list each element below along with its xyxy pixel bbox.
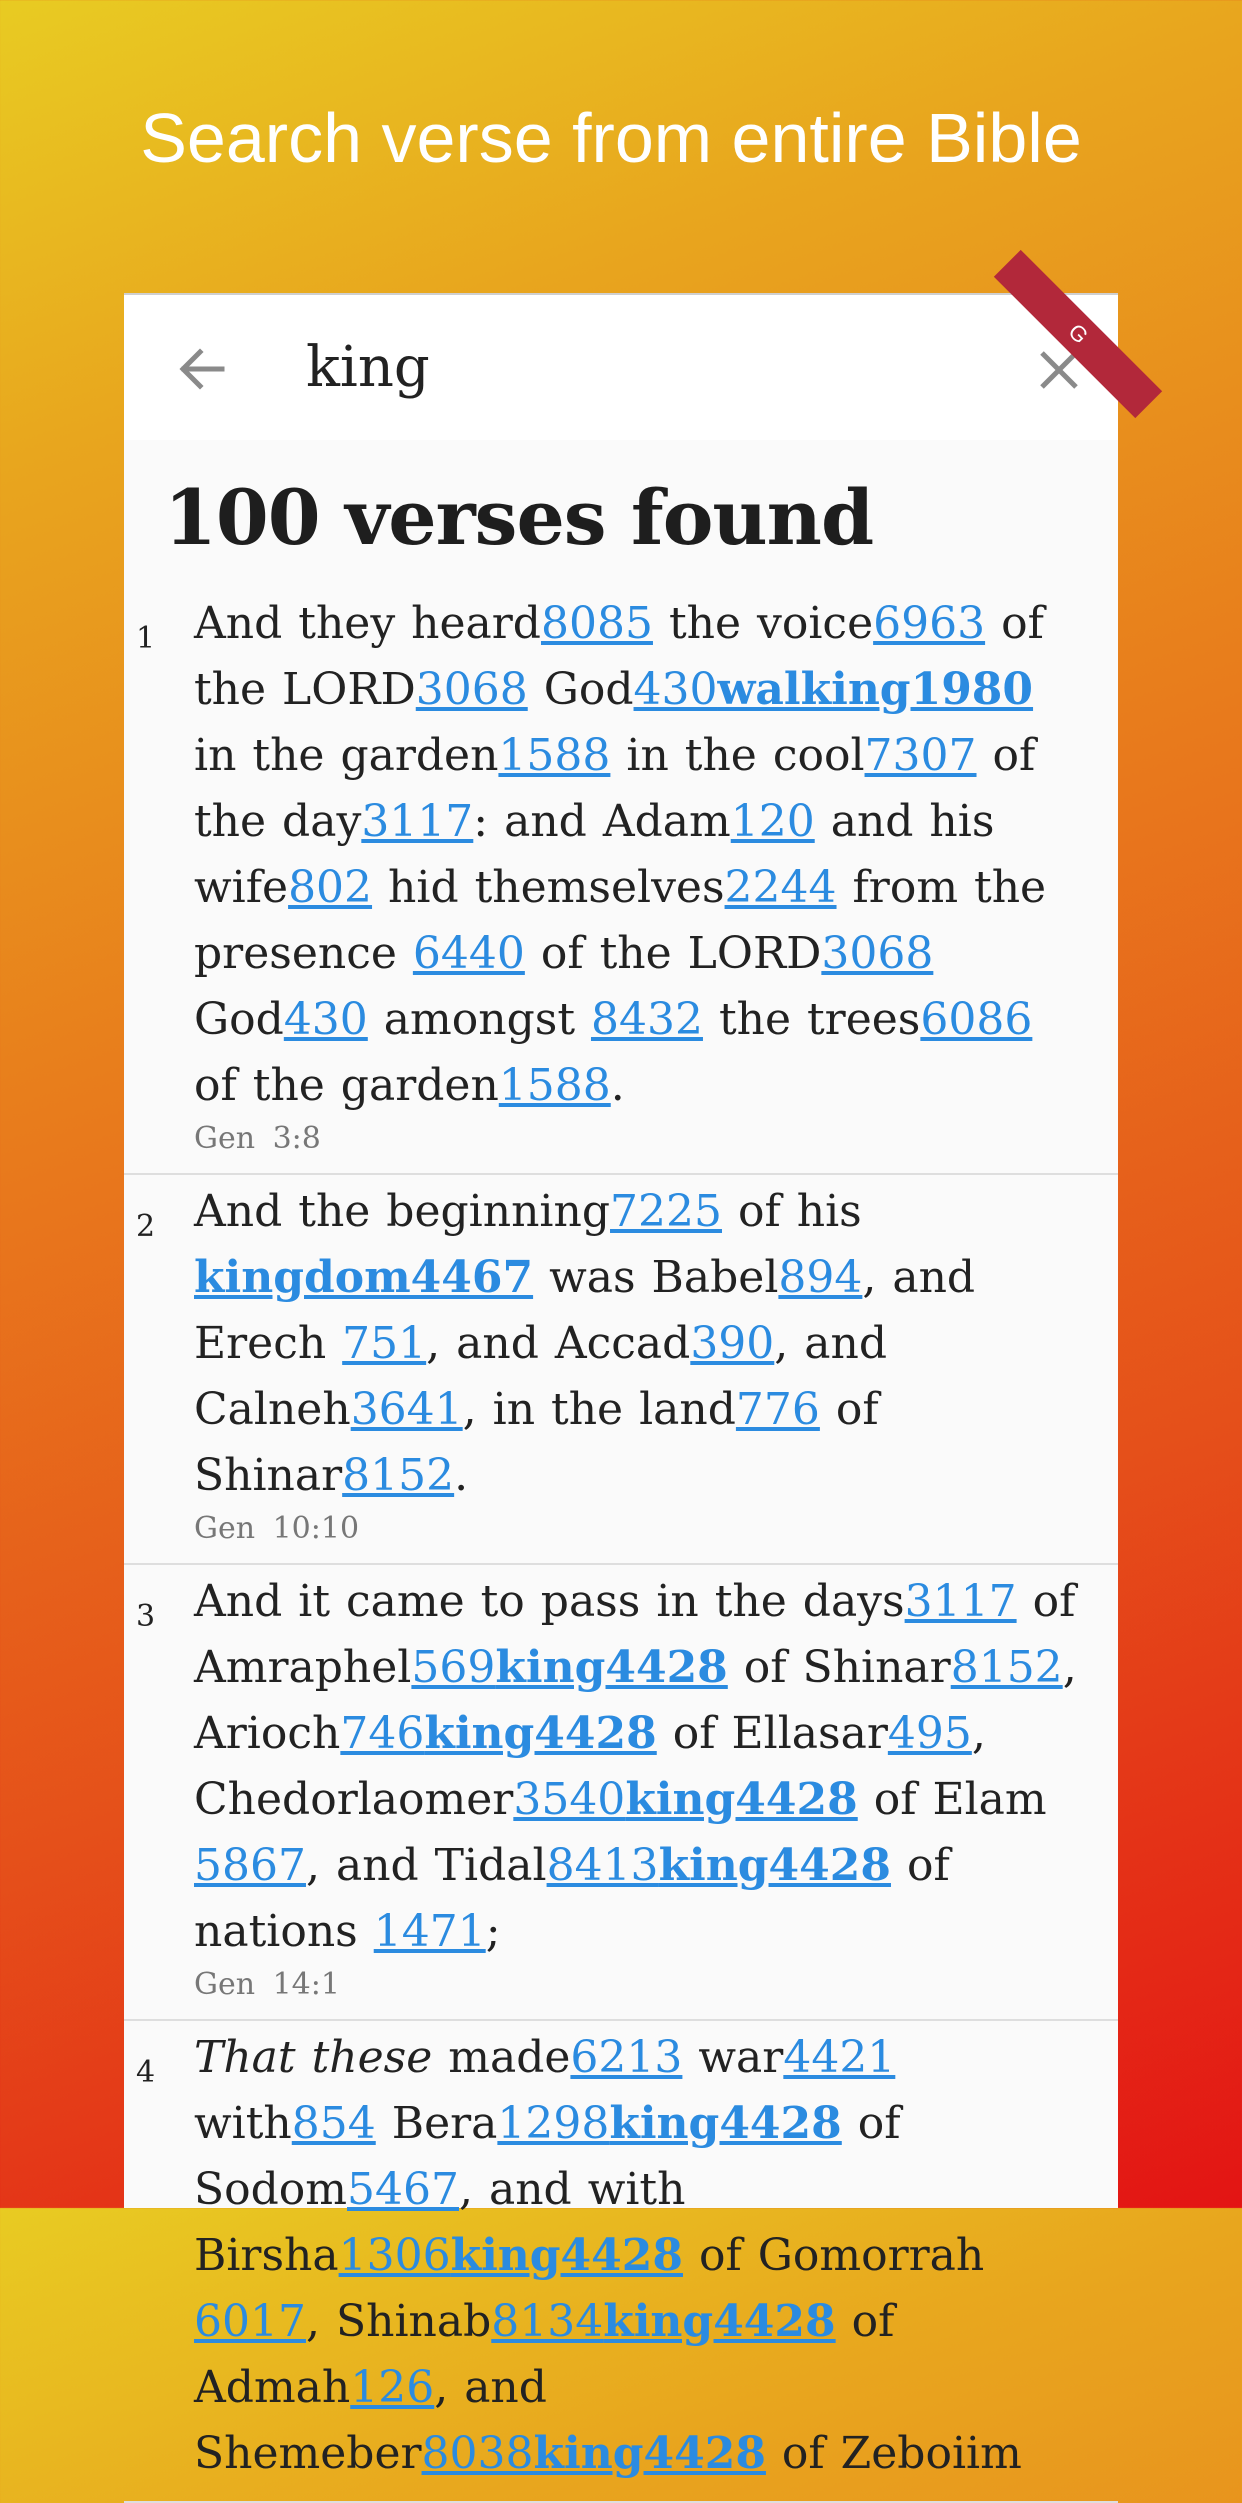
strongs-link[interactable]: 1471 [373, 1906, 486, 1957]
verse-text-segment: : and Adam [473, 796, 731, 847]
headline: Search verse from entire Bible [140, 99, 1082, 177]
verse-text-segment: and his wife [194, 796, 995, 913]
verse-text-segment: from the presence [194, 862, 1047, 979]
strongs-link[interactable]: 4421 [783, 2032, 896, 2083]
verse-text-segment: of his [722, 1186, 862, 1237]
strongs-link[interactable]: 8152 [342, 1450, 455, 1501]
verse-text-segment: , in the land [462, 1384, 736, 1435]
strongs-link[interactable]: 569 [411, 1642, 496, 1693]
strongs-link[interactable]: 6017 [194, 2296, 306, 2347]
verse-text-segment: And they heard [194, 598, 541, 649]
strongs-link[interactable]: 6213 [570, 2032, 683, 2083]
search-app-bar [124, 295, 1118, 440]
verse-text-segment: God [194, 994, 284, 1045]
verse-text-segment: , Chedorlaomer [194, 1708, 986, 1825]
strongs-link[interactable]: 751 [342, 1318, 427, 1369]
verse-text-segment: , and Accad [426, 1318, 691, 1369]
search-hit-link[interactable]: king4428 [424, 1708, 657, 1759]
verse-text-segment: war [682, 2032, 784, 2083]
search-hit-link[interactable]: king4428 [658, 1840, 891, 1891]
strongs-link[interactable]: 3540 [513, 1774, 626, 1825]
verse-text-segment: , and with Birsha [194, 2164, 686, 2281]
verse-text-segment: Bera [375, 2098, 498, 2149]
strongs-link[interactable]: 7307 [864, 730, 977, 781]
strongs-link[interactable]: 3117 [904, 1576, 1017, 1627]
debug-ribbon: G [994, 250, 1162, 418]
italic-text: That these [194, 2032, 433, 2083]
search-hit-link[interactable]: king4428 [495, 1642, 728, 1693]
strongs-link[interactable]: 5867 [194, 1840, 306, 1891]
verse-text-segment: God [527, 664, 634, 715]
verse-text-segment: of Ellasar [656, 1708, 888, 1759]
strongs-link[interactable]: 854 [291, 2098, 376, 2149]
verse-text-segment: in the garden [194, 730, 499, 781]
search-hit-link[interactable]: kingdom4467 [194, 1252, 534, 1303]
verse-text [194, 2021, 1090, 2487]
verse-text-segment: hid themselves [372, 862, 725, 913]
verse-text-segment: was Babel [533, 1252, 779, 1303]
search-hit-link[interactable]: king4428 [533, 2428, 766, 2479]
search-input[interactable]: king [306, 335, 430, 400]
strongs-link[interactable]: 1298 [497, 2098, 610, 2149]
search-hit-link[interactable]: king4428 [609, 2098, 842, 2149]
strongs-link[interactable]: 8085 [540, 598, 653, 649]
verse-text-segment: , Shinab [305, 2296, 492, 2347]
strongs-link[interactable]: 1588 [498, 730, 611, 781]
verse-text-segment: the trees [702, 994, 921, 1045]
strongs-link[interactable]: 5467 [347, 2164, 459, 2215]
verse-reference: Gen 14:1 [194, 1967, 340, 2002]
verse-text-segment: the voice [652, 598, 874, 649]
strongs-link[interactable]: 1306 [338, 2230, 451, 2281]
verse-reference: Gen 3:8 [194, 1121, 321, 1156]
verse-text-segment: of Amraphel [194, 1576, 1076, 1693]
verse-text-segment: of Shinar [194, 1384, 879, 1501]
verse-text-segment: , and Tidal [305, 1840, 547, 1891]
verse-number: 3 [136, 1599, 156, 1634]
verse-item[interactable] [124, 1175, 1118, 1565]
verse-text-segment: of the LORD [194, 598, 1044, 715]
verse-results-list [124, 587, 1118, 2503]
verse-text-segment: , and Calneh [194, 1318, 888, 1435]
search-hit-link[interactable]: king4428 [603, 2296, 836, 2347]
verse-text-segment: with [194, 2098, 292, 2149]
verse-text-segment: And it came to pass in the days [194, 1576, 905, 1627]
strongs-link[interactable]: 8038 [421, 2428, 534, 2479]
verse-text-segment: ; [485, 1906, 501, 1957]
verse-text-segment: in the cool [610, 730, 865, 781]
strongs-link[interactable]: 120 [730, 796, 815, 847]
strongs-link[interactable]: 126 [350, 2362, 435, 2413]
verse-text-segment: . [454, 1450, 469, 1501]
verse-reference: Gen 10:10 [194, 1511, 360, 1546]
search-hit-link[interactable]: king4428 [450, 2230, 683, 2281]
strongs-link[interactable]: 8134 [491, 2296, 604, 2347]
verse-text-segment: amongst [367, 994, 591, 1045]
verse-text-segment: of Sodom [194, 2098, 901, 2215]
strongs-link[interactable]: 776 [735, 1384, 820, 1435]
phone-screen [124, 295, 1118, 2479]
verse-text-segment: of Zeboiim [765, 2428, 1022, 2479]
strongs-link[interactable]: 6963 [873, 598, 986, 649]
strongs-link[interactable]: 6440 [412, 928, 525, 979]
verse-text [194, 1175, 1090, 1509]
strongs-link[interactable]: 6086 [920, 994, 1033, 1045]
strongs-link[interactable]: 3068 [415, 664, 528, 715]
strongs-link[interactable]: 3068 [821, 928, 934, 979]
verse-text-segment: made [432, 2032, 571, 2083]
strongs-link[interactable]: 1588 [498, 1060, 611, 1111]
strongs-link[interactable]: 746 [340, 1708, 425, 1759]
strongs-link[interactable]: 430 [633, 664, 718, 715]
strongs-link[interactable]: 802 [288, 862, 373, 913]
verse-item[interactable] [124, 587, 1118, 1175]
verse-text-segment: of Gomorrah [683, 2230, 985, 2281]
verse-number: 1 [136, 621, 156, 656]
verse-item[interactable] [124, 2021, 1118, 2503]
strongs-link[interactable]: 8152 [950, 1642, 1063, 1693]
verse-text-segment: of Admah [194, 2296, 895, 2413]
verse-text-segment: And the beginning [194, 1186, 611, 1237]
strongs-link[interactable]: 8413 [546, 1840, 659, 1891]
verse-text-segment: , and Shemeber [194, 2362, 547, 2479]
strongs-link[interactable]: 495 [887, 1708, 972, 1759]
search-hit-link[interactable]: walking1980 [717, 664, 1034, 715]
strongs-link[interactable]: 2244 [724, 862, 837, 913]
strongs-link[interactable]: 8432 [590, 994, 703, 1045]
strongs-link[interactable]: 3117 [361, 796, 474, 847]
strongs-link[interactable]: 390 [690, 1318, 775, 1369]
verse-text-segment: of the day [194, 730, 1036, 847]
verse-text-segment: . [610, 1060, 625, 1111]
verse-text [194, 1565, 1090, 1965]
search-hit-link[interactable]: king4428 [625, 1774, 858, 1825]
verse-text-segment: of the garden [194, 1060, 499, 1111]
verse-number: 2 [136, 1209, 156, 1244]
strongs-link[interactable]: 430 [283, 994, 368, 1045]
strongs-link[interactable]: 7225 [610, 1186, 722, 1237]
verse-text-segment: , and Erech [194, 1252, 976, 1369]
verse-item[interactable] [124, 1565, 1118, 2021]
verse-text-segment: , Arioch [194, 1642, 1077, 1759]
verse-number: 4 [136, 2055, 156, 2090]
verse-text-segment: of the LORD [524, 928, 822, 979]
verse-text [194, 587, 1090, 1119]
strongs-link[interactable]: 894 [778, 1252, 863, 1303]
verse-text-segment: of Elam [857, 1774, 1047, 1825]
result-count-title: 100 verses found [164, 473, 874, 562]
verse-text-segment: of nations [194, 1840, 950, 1957]
strongs-link[interactable]: 3641 [350, 1384, 463, 1435]
arrow-left-icon[interactable] [172, 339, 232, 399]
verse-text-segment: of Shinar [727, 1642, 951, 1693]
